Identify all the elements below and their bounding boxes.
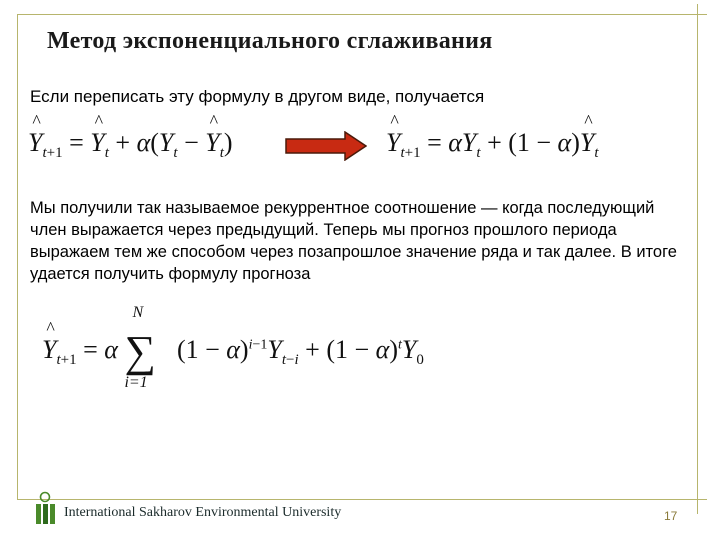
university-logo (34, 491, 56, 527)
page-number: 17 (664, 509, 678, 523)
intro-text: Если переписать эту формулу в другом виде, получается (30, 87, 485, 106)
formula-recurrent: ^ $Y_{t+1}$ = ^ $Y_t + \alpha(Y_t$ − ^ $Y_t$) (28, 128, 233, 162)
summation-symbol: N ∑ i=1 (124, 304, 156, 391)
slide-frame-left (17, 14, 18, 499)
explanation-paragraph: Мы получили так называемое рекуррентное соотношение — когда последующий член выражается через предыдущий. Теперь мы прогноз прошлого периода выражаем тем же способом через позапрошлое значение ряда и так далее. В итоге удается получить формулу прогноза (30, 199, 677, 283)
slide-frame-right (697, 4, 698, 514)
right-arrow-icon (285, 131, 367, 161)
sum-upper-limit: N (132, 304, 144, 321)
slide-title: Метод экспоненциального сглаживания (47, 28, 493, 54)
formula-rewritten: ^ $Y_{t+1} = \alpha Y_t + (1$ − α)^ $Y_t$ (386, 128, 599, 162)
footer-university-name: International Sakharov Environmental University (64, 505, 342, 520)
slide-frame-top (17, 14, 707, 15)
slide-frame-bottom (17, 499, 707, 500)
sum-lower-limit: i=1 (124, 374, 148, 391)
formula-forecast: ^ $Y_{t+1} = \alpha$ N ∑ i=1 $(1 - \alpha)^{i-1}Y_{t-i} + (1 - \alpha)^tY_0$ (42, 330, 424, 374)
